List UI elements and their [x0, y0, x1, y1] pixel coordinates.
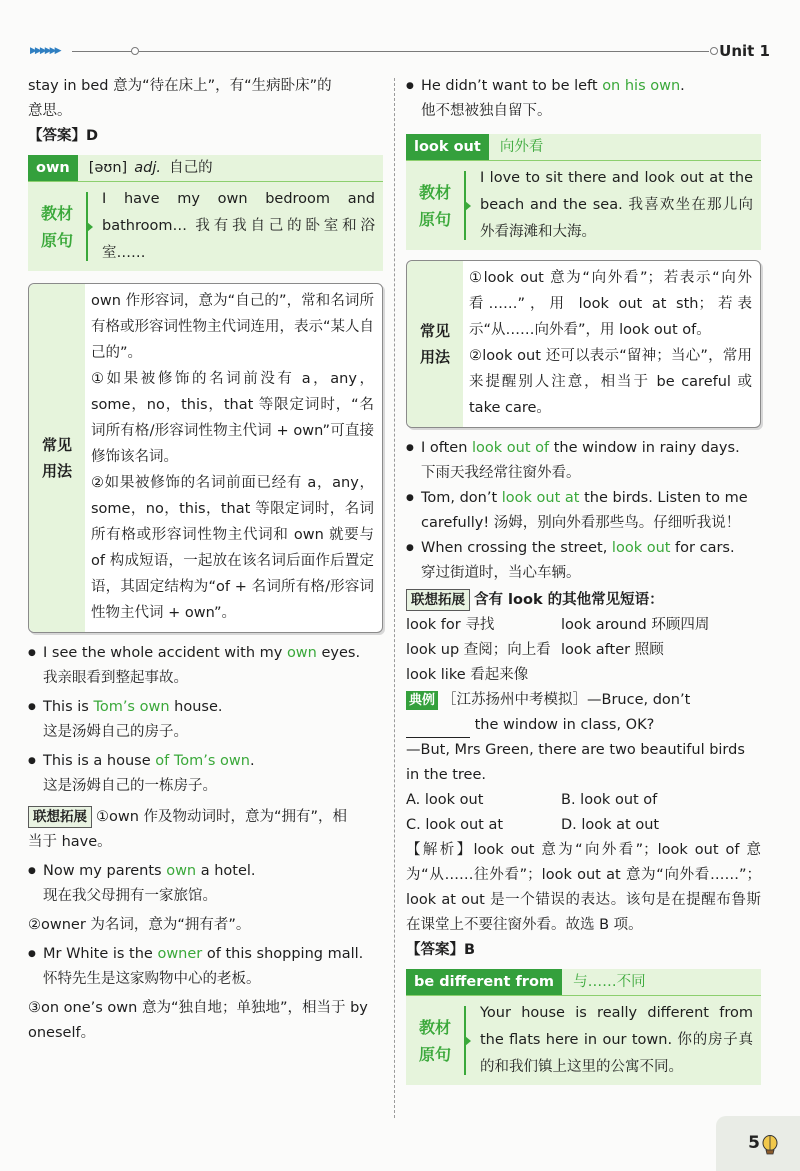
phrase: look up 查阅；向上看	[406, 642, 551, 658]
word-tag: own	[28, 155, 78, 181]
column-divider	[394, 78, 395, 1118]
example-sentence: ● I often look out of the window in rainy days.	[406, 436, 761, 461]
example-sentence: ● I see the whole accident with my own eyes.	[28, 641, 383, 666]
word-meaning: 与……不同	[573, 974, 646, 990]
header-rule	[139, 51, 709, 52]
example-translation: 他不想被独自留下。	[421, 103, 552, 119]
phrase: look around 环顾四周	[561, 617, 710, 633]
phrase: look for 寻找	[406, 617, 495, 633]
intro-line: 意思。	[28, 103, 72, 119]
balloon-icon	[762, 1135, 778, 1157]
phrase: look after 照顾	[561, 642, 664, 658]
textbook-label: 教材 原句	[418, 182, 451, 229]
phrase	[561, 663, 756, 688]
answer: 【答案】D	[28, 128, 99, 144]
textbook-text: I have my own bedroom and bathroom… 我有我自己的卧室和浴室……	[102, 191, 375, 261]
word-tag: be different from	[406, 969, 562, 995]
textbook-label: 教材 原句	[40, 203, 73, 250]
example-sentence: ● This is Tom’s own house.	[28, 695, 383, 720]
extension-line: 联想拓展 ①own 作及物动词时，意为“拥有”，相	[28, 805, 383, 830]
phrase-list	[406, 613, 761, 688]
arrow-icon	[464, 1006, 466, 1075]
textbook-label: 教材 原句	[418, 1017, 451, 1064]
part-of-speech: adj.	[134, 160, 161, 176]
textbook-sentence	[406, 161, 761, 250]
option: B. look out of	[561, 792, 658, 808]
intro-line: stay in bed 意为“待在床上”，有“生病卧床”的	[28, 78, 332, 94]
word-header-own	[28, 155, 383, 182]
word-tag: look out	[406, 134, 489, 160]
extension-tag: 联想拓展	[28, 806, 92, 828]
usage-text: own 作形容词，意为“自己的”，常和名词所有格或形容词性物主代词连用，表示“某人自己的”。 ①如果被修饰的名词前没有 a，any，some，no，this，that 等限定词时，“名词所有格/形容词性物主代词 + own”可直接修饰该名词。 ②如果被修饰的名词前面已经有 a，any，some，no，this，that 等限定词时，名词所有格或形容词性物主代词和 own 就要与 of 构成短语，一起放在该名词后面作后置定语，其固定结构为“of + 名词所有格/形容词性物主代词 + own”。	[91, 293, 375, 621]
textbook-text: Your house is really different from the flats here in our town. 你的房子真的和我们镇上这里的公寓不同。	[480, 1005, 753, 1075]
arrow-icon	[86, 192, 88, 261]
example-translation: 我亲眼看到整起事故。	[43, 670, 188, 686]
example-sentence: ● He didn’t want to be left on his own.	[406, 74, 761, 99]
arrow-icon	[464, 171, 466, 240]
left-column	[28, 74, 383, 1046]
example-translation: 下雨天我经常往窗外看。	[421, 465, 581, 481]
header-dot-left	[131, 47, 139, 55]
usage-label: 常见 用法	[29, 284, 85, 632]
unit-label: Unit 1	[719, 42, 770, 60]
right-column	[406, 74, 761, 1085]
example-sentence: ● Now my parents own a hotel.	[28, 859, 383, 884]
textbook-text: I love to sit there and look out at the beach and the sea. 我喜欢坐在那儿向外看海滩和大海。	[480, 170, 753, 240]
phonetic: [əʊn]	[88, 160, 128, 176]
word-meaning: 自己的	[169, 160, 213, 176]
usage-box	[28, 283, 383, 633]
header-dot-right	[710, 47, 718, 55]
example-translation: 现在我父母拥有一家旅馆。	[43, 888, 217, 904]
phrase: look like 看起来像	[406, 667, 529, 683]
word-header-be-different-from	[406, 969, 761, 996]
example-sentence: ● This is a house of Tom’s own.	[28, 749, 383, 774]
extension-line: 联想拓展 含有 look 的其他常见短语：	[406, 588, 761, 613]
textbook-sentence	[28, 182, 383, 271]
example-question: the window in class, OK?	[406, 713, 761, 738]
extension-line: ②owner 为名词，意为“拥有者”。	[28, 917, 251, 933]
answer-blank	[406, 719, 470, 738]
option: C. look out at	[406, 817, 504, 833]
usage-label: 常见 用法	[407, 261, 463, 427]
word-meaning: 向外看	[499, 139, 544, 155]
option: D. look at out	[561, 817, 660, 833]
header-rule-left	[72, 51, 132, 52]
option: A. look out	[406, 792, 484, 808]
example-sentence: ● Mr White is the owner of this shopping mall.	[28, 942, 383, 967]
extension-line: 当于 have。	[28, 834, 112, 850]
extension-line: oneself。	[28, 1025, 96, 1041]
example-question: —But, Mrs Green, there are two beautiful birds in the tree.	[406, 742, 745, 783]
usage-text: ①look out 意为“向外看”；若表示“向外看……”，用 look out at sth；若表示“从……向外看”，用 look out of。 ②look out 还可以表示“留神；当心”，常用来提醒别人注意，相当于 be careful 或 take care。	[469, 270, 752, 416]
answer: 【答案】B	[406, 942, 476, 958]
extension-tag: 联想拓展	[406, 589, 470, 611]
example-translation: 这是汤姆自己的一栋房子。	[43, 778, 217, 794]
textbook-sentence	[406, 996, 761, 1085]
example-translation: 怀特先生是这家购物中心的老板。	[43, 971, 261, 987]
example-sentence: ● Tom, don’t look out at the birds. Listen to me carefully! 汤姆，别向外看那些鸟。仔细听我说！	[406, 486, 761, 536]
page-number: 5	[748, 1133, 760, 1153]
word-header-look-out	[406, 134, 761, 161]
analysis: 【解析】look out 意为“向外看”；look out of 意为“从……往外看”；look out at 意为“向外看……”；look at out 是一个错误的表达。该句是在提醒布鲁斯在课堂上不要往窗外看。故选 B 项。	[406, 842, 761, 933]
options	[406, 788, 761, 838]
extension-line: ③on one’s own 意为“独自地；单独地”，相当于 by	[28, 1000, 368, 1016]
example-translation: 穿过街道时，当心车辆。	[421, 565, 581, 581]
usage-box	[406, 260, 761, 428]
example-question: 典例 ［江苏扬州中考模拟］—Bruce, don’t	[406, 688, 761, 713]
header-arrows: ▶▶▶▶▶▶	[30, 46, 60, 56]
example-translation: 这是汤姆自己的房子。	[43, 724, 188, 740]
example-sentence: ● When crossing the street, look out for cars.	[406, 536, 761, 561]
example-tag: 典例	[406, 691, 438, 710]
